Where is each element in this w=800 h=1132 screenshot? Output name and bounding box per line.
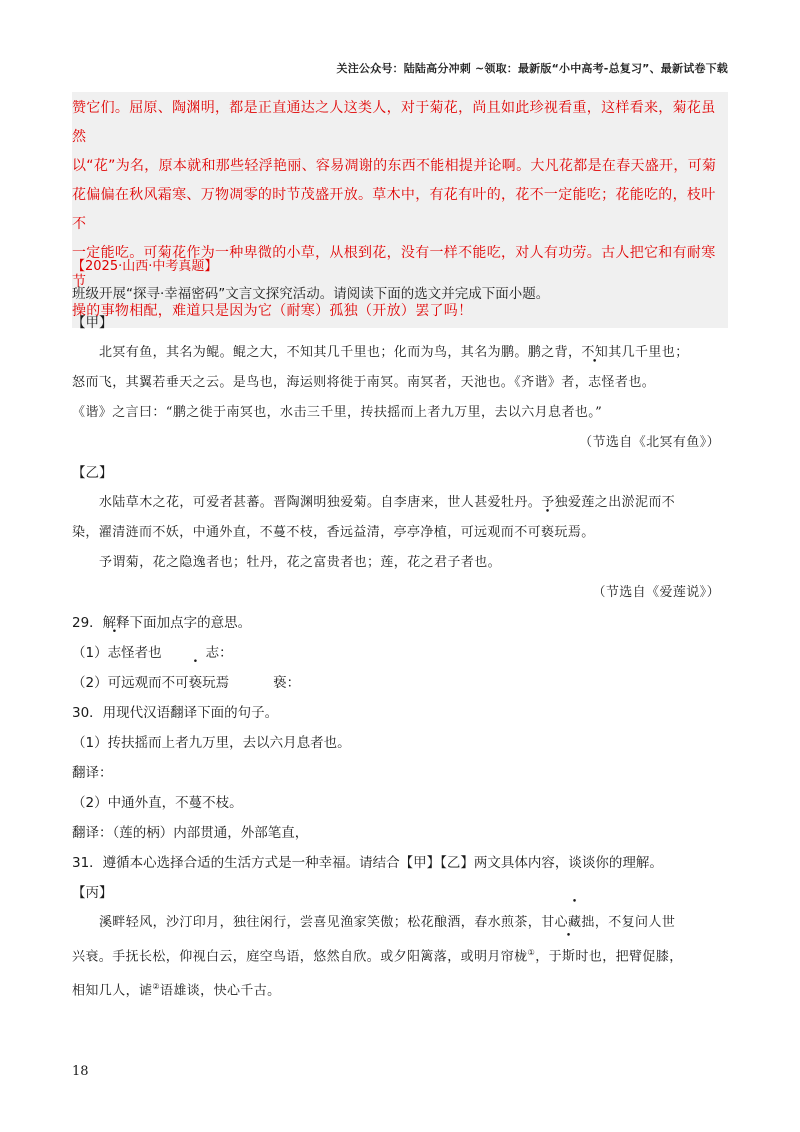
dotted-char: 亵 — [541, 525, 555, 540]
dotted-char: 藏 — [568, 915, 582, 930]
answer-line: 赞它们。屈原、陶渊明，都是正直通达之人这类人，对于菊花，尚且如此珍视看重，这样看来，菊花虽然 — [72, 100, 716, 145]
text-span: ，于 — [535, 949, 562, 965]
question-29-item-2 — [72, 668, 728, 698]
translation-answer: 翻译：（莲的柄）内部贯通，外部笔直， — [72, 825, 309, 841]
dotted-char: 志 — [588, 375, 602, 390]
passage-yi-line — [72, 518, 728, 548]
question-30-item-1: （1）抟扶摇而上者九万里，去以六月息者也。 — [72, 735, 351, 751]
passage-jia-source: （节选自《北冥有鱼》） — [579, 435, 720, 450]
footnote-marker: ① — [527, 948, 536, 957]
passage-yi-label: 【乙】 — [72, 465, 113, 481]
passage-bing-line — [72, 938, 728, 972]
main-content — [72, 254, 728, 1007]
text-span: （2）可远观而不可 — [72, 675, 189, 691]
intro-text: 班级开展“探寻·幸福密码”文言文探究活动。请阅读下面的选文并完成下面小题。 — [72, 286, 550, 302]
question-29-title: 29．解释下面加点字的意思。 — [72, 615, 252, 631]
text-span: （1） — [72, 645, 108, 661]
answer-line: 操的事物相配，难道只是因为它（耐寒）孤独（开放）罢了吗！ — [72, 303, 473, 319]
question-30-item-2: （2）中通外直，不蔓不枝。 — [72, 795, 243, 811]
text-span: 怪者也。 — [601, 375, 656, 390]
text-span: 怒而飞，其翼若垂天之云。是鸟也，海运则将徙于南冥。南冥者，天池也。《齐谐》者， — [72, 375, 589, 390]
passage-jia-line: 《谐》之言曰：“鹏之徙于南冥也，水击三千里，抟扶摇而上者九万里，去以六月息者也。” — [72, 405, 603, 420]
question-29-item-1 — [72, 638, 728, 668]
text-span: 相知几人，谑 — [72, 983, 153, 999]
question-30-title: 30．用现代汉语翻译下面的句子。 — [72, 705, 279, 721]
passage-jia-line: 北冥有鱼，其名为鲲。鲲之大，不知其几千里也；化而为鸟，其名为鹏。鹏之背，不知其几千里也； — [99, 345, 689, 360]
translation-label: 翻译： — [72, 765, 113, 781]
text-span: 染，濯清涟而不妖，中通外直，不蔓不枝，香远益清，亭亭净植，可远观而不可 — [72, 525, 542, 540]
answer-line: 花偏偏在秋风霜寒、万物凋零的时节茂盛开放。草木中，有花有叶的，花不一定能吃；花能吃的，枝叶不 — [72, 187, 716, 232]
page-header: 关注公众号：陆陆高分冲刺 ~领取：最新版“小中高考-总复习”、最新试卷下载 — [336, 62, 728, 75]
question-31-title: 31．遵循本心选择合适的生活方式是一种幸福。请结合【甲】【乙】两文具体内容，谈谈你的理解。 — [72, 855, 663, 871]
passage-jia-label: 【甲】 — [72, 315, 113, 331]
text-span: 兴衰。手抚长松，仰视白云，庭空鸟语，悠然自欣。或夕阳篱落，或明月帘栊 — [72, 949, 528, 965]
text-span: 溪畔轻风，沙汀印月，独往闲行，尝喜见渔家笑傲；松花酿酒，春水煎茶，甘心 — [99, 915, 569, 930]
text-span: 玩焉 — [202, 675, 230, 691]
answer-key: 亵： — [273, 675, 301, 691]
passage-bing-line — [72, 972, 728, 1006]
passage-jia-line — [72, 368, 728, 398]
text-span: 怪者也 — [121, 645, 162, 661]
passage-bing-line — [72, 908, 728, 938]
dotted-char: 斯 — [562, 949, 576, 965]
passage-yi-line: 水陆草木之花，可爱者甚蕃。晋陶渊明独爱菊。自李唐来，世人甚爱牡丹。予独爱莲之出淤泥而不 — [99, 495, 676, 510]
text-span: 语雄谈，快心千古。 — [159, 983, 281, 999]
source-tag: 【2025·山西·中考真题】 — [72, 259, 218, 274]
answer-line: 一定能吃。可菊花作为一种卑微的小草，从根到花，没有一样不能吃，对人有功劳。古人把它和有耐寒节 — [72, 245, 716, 290]
answer-key: 志： — [205, 645, 233, 661]
passage-yi-source: （节选自《爱莲说》） — [592, 585, 720, 600]
dotted-char: 志 — [107, 645, 122, 661]
text-span: 拙，不复问人世 — [581, 915, 676, 930]
answer-line: 以“花”为名，原本就和那些轻浮艳丽、容易凋谢的东西不能相提并论啊。大凡花都是在春天盛开，可菊 — [72, 158, 717, 174]
passage-bing-label: 【丙】 — [72, 885, 113, 901]
text-span: 时也，把臂促膝， — [575, 949, 683, 965]
footnote-marker: ② — [152, 982, 160, 992]
dotted-char: 亵 — [188, 675, 203, 691]
text-span: 玩焉。 — [554, 525, 595, 540]
passage-yi-line: 予谓菊，花之隐逸者也；牡丹，花之富贵者也；莲，花之君子者也。 — [99, 555, 502, 570]
page-number: 18 — [72, 1064, 89, 1079]
